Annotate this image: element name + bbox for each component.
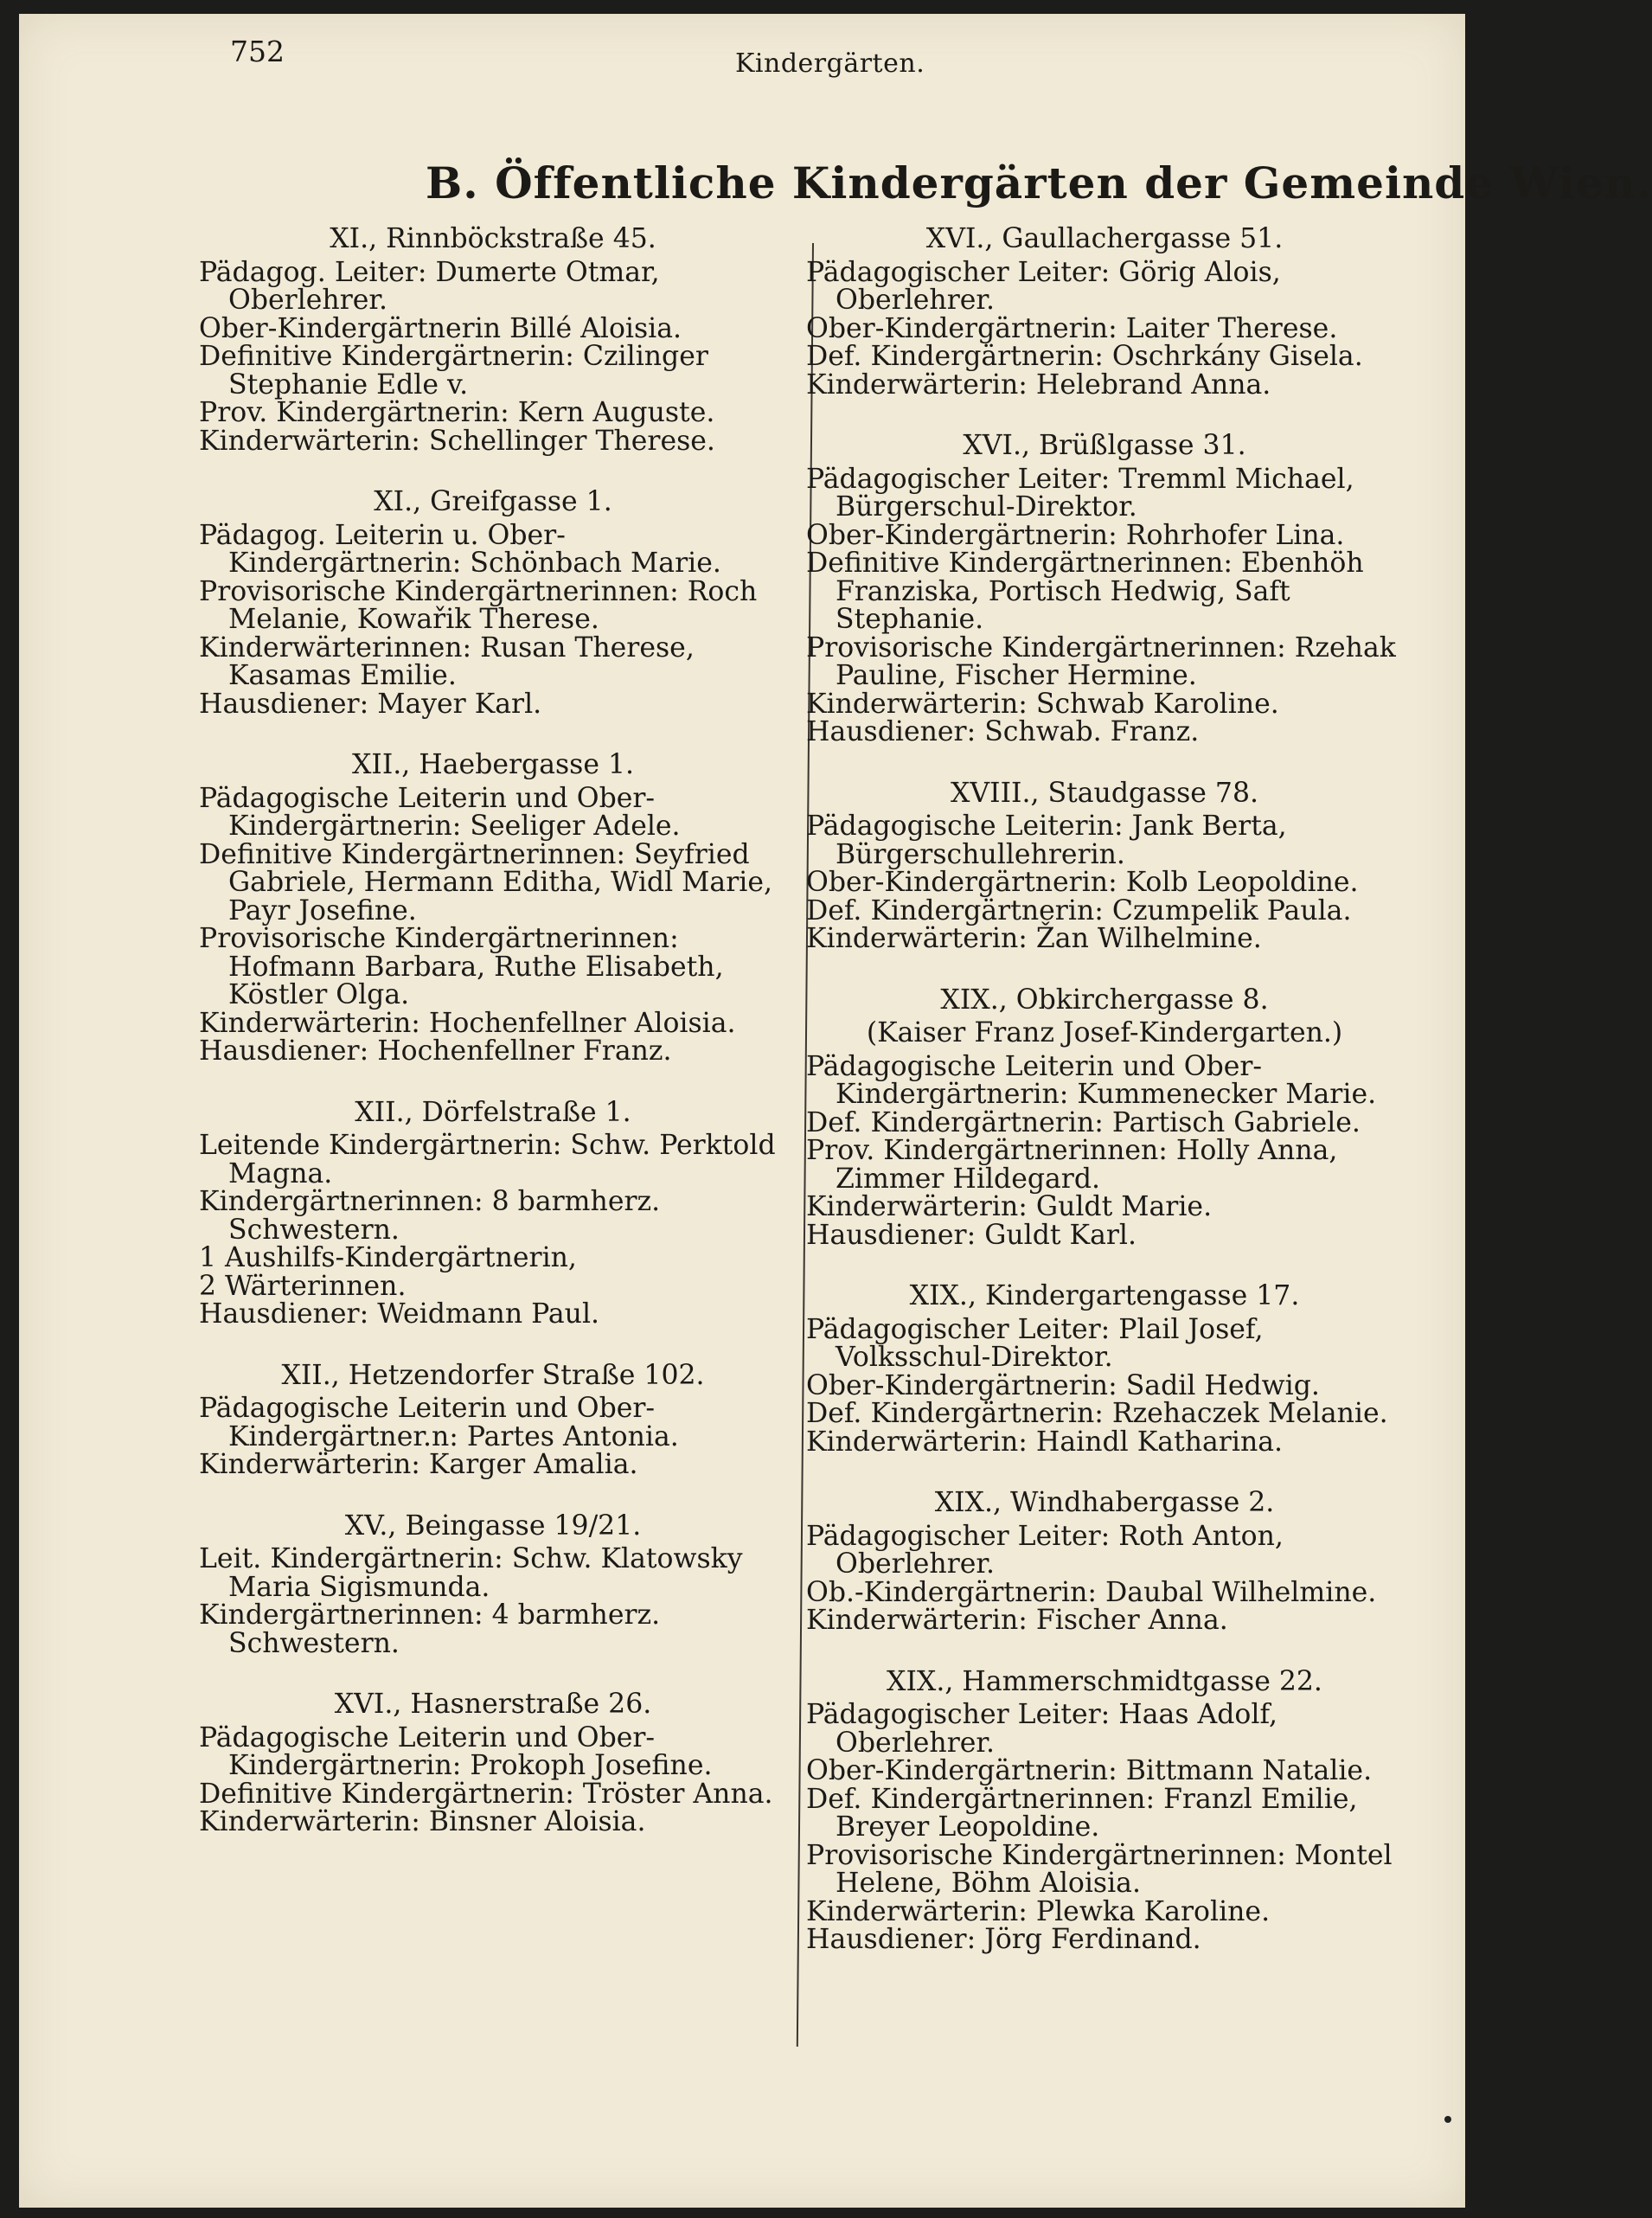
staff-line: Provisorische Kindergärtnerinnen: Roch Melanie, Kowařik Therese. xyxy=(199,575,758,635)
staff-line: Def. Kindergärtnerin: Rzehaczek Melanie. xyxy=(806,1398,1388,1429)
page-number: 752 xyxy=(230,35,285,68)
staff-line: Kinderwärterin: Karger Amalia. xyxy=(199,1449,638,1480)
directory-entry xyxy=(806,432,1403,747)
staff-line: Hausdiener: Schwab. Franz. xyxy=(806,716,1200,747)
staff-line: Hausdiener: Guldt Karl. xyxy=(806,1219,1137,1251)
staff-line: Leit. Kindergärtnerin: Schw. Klatowsky Maria Sigismunda. xyxy=(199,1543,743,1603)
directory-entry xyxy=(806,225,1403,399)
directory-entry xyxy=(806,986,1403,1250)
staff-line: 2 Wärterinnen. xyxy=(199,1270,407,1302)
directory-entry xyxy=(199,225,787,455)
entry-address: XV., Beingasse 19/21. xyxy=(344,1510,642,1542)
entry-address: XIX., Windhabergasse 2. xyxy=(934,1487,1275,1518)
staff-line: Pädagogischer Leiter: Roth Anton, Oberlehrer. xyxy=(806,1520,1284,1580)
directory-entry xyxy=(199,1512,787,1658)
staff-line: 1 Aushilfs-Kindergärtnerin, xyxy=(199,1242,577,1273)
staff-line: Hausdiener: Hochenfellner Franz. xyxy=(199,1035,672,1067)
staff-line: Kinderwärterin: Žan Wilhelmine. xyxy=(806,923,1262,954)
staff-line: Kinderwärterin: Hochenfellner Aloisia. xyxy=(199,1007,736,1039)
staff-line: Def. Kindergärtnerin: Oschrkány Gisela. xyxy=(806,341,1363,372)
staff-line: Hausdiener: Jörg Ferdinand. xyxy=(806,1924,1201,1955)
staff-line: Pädagogische Leiterin und Ober-Kindergärtnerin: Prokoph Josefine. xyxy=(199,1721,713,1781)
staff-line: Pädagogische Leiterin und Ober-Kindergärtnerin: Kummenecker Marie. xyxy=(806,1050,1377,1110)
staff-line: Kinderwärterin: Helebrand Anna. xyxy=(806,369,1271,401)
entry-address: XII., Dörfelstraße 1. xyxy=(355,1096,631,1128)
staff-line: Ober-Kindergärtnerin: Bittmann Natalie. xyxy=(806,1755,1373,1786)
staff-line: Kinderwärterin: Haindl Katharina. xyxy=(806,1426,1284,1458)
entry-address: XII., Hetzendorfer Straße 102. xyxy=(281,1359,705,1391)
staff-line: Provisorische Kindergärtnerinnen: Hofmann Barbara, Ruthe Elisabeth, Köstler Olga. xyxy=(199,923,724,1010)
staff-line: Prov. Kindergärtnerin: Kern Auguste. xyxy=(199,397,715,428)
entry-address: XVI., Hasnerstraße 26. xyxy=(334,1689,652,1720)
staff-line: Kinderwärterinnen: Rusan Therese, Kasamas Emilie. xyxy=(199,631,695,691)
staff-line: Pädagogische Leiterin: Jank Berta, Bürgerschullehrerin. xyxy=(806,811,1287,870)
staff-line: Provisorische Kindergärtnerinnen: Rzehak Pauline, Fischer Hermine. xyxy=(806,631,1396,691)
directory-entry xyxy=(199,1359,787,1480)
entry-address: XVI., Gaullachergasse 51. xyxy=(925,223,1284,254)
staff-line: Kinderwärterin: Plewka Karoline. xyxy=(806,1895,1271,1927)
staff-line: Pädagog. Leiter: Dumerte Otmar, Oberlehrer. xyxy=(199,256,660,316)
staff-line: Ober-Kindergärtnerin Billé Aloisia. xyxy=(199,312,682,344)
directory-entry xyxy=(806,1489,1403,1635)
running-head: Kindergärten. xyxy=(735,48,925,79)
book-page xyxy=(19,14,1652,2208)
staff-line: Leitende Kindergärtnerin: Schw. Perktold Magna. xyxy=(199,1130,776,1189)
entry-address: XI., Greifgasse 1. xyxy=(374,486,612,517)
staff-line: Def. Kindergärtnerin: Partisch Gabriele. xyxy=(806,1106,1361,1138)
staff-line: Pädagogischer Leiter: Tremml Michael, Bürgerschul-Direktor. xyxy=(806,463,1354,522)
directory-entry xyxy=(199,751,787,1066)
section-title: B. Öffentliche Kindergärten der Gemeinde Wien. xyxy=(426,157,1652,208)
staff-line: Kinderwärterin: Fischer Anna. xyxy=(806,1605,1228,1636)
staff-line: Def. Kindergärtnerinnen: Franzl Emilie, Breyer Leopoldine. xyxy=(806,1783,1358,1843)
entry-subtitle: (Kaiser Franz Josef-Kindergarten.) xyxy=(866,1017,1343,1048)
staff-line: Ober-Kindergärtnerin: Kolb Leopoldine. xyxy=(806,867,1359,898)
directory-entry xyxy=(199,1096,787,1330)
entry-address: XVI., Brüßlgasse 31. xyxy=(963,430,1246,461)
staff-line: Hausdiener: Mayer Karl. xyxy=(199,688,542,720)
staff-line: Definitive Kindergärtnerinnen: Seyfried Gabriele, Hermann Editha, Widl Marie, Payr Josefine. xyxy=(199,838,772,926)
entry-address: XII., Haebergasse 1. xyxy=(351,749,635,780)
staff-line: Pädagog. Leiterin u. Ober-Kindergärtnerin: Schönbach Marie. xyxy=(199,519,721,579)
right-column xyxy=(806,225,1403,1987)
staff-line: Prov. Kindergärtnerinnen: Holly Anna, Zimmer Hildegard. xyxy=(806,1135,1338,1195)
staff-line: Kindergärtnerinnen: 8 barmherz. Schwestern. xyxy=(199,1186,661,1246)
staff-line: Ober-Kindergärtnerin: Rohrhofer Lina. xyxy=(806,519,1345,551)
directory-entry xyxy=(806,1282,1403,1456)
staff-line: Pädagogischer Leiter: Haas Adolf, Oberlehrer. xyxy=(806,1699,1278,1759)
staff-line: Definitive Kindergärtnerin: Czilinger Stephanie Edle v. xyxy=(199,341,708,401)
staff-line: Pädagogische Leiterin und Ober-Kindergärtnerin: Seeliger Adele. xyxy=(199,782,681,842)
directory-entry xyxy=(199,488,787,718)
staff-line: Kinderwärterin: Schwab Karoline. xyxy=(806,688,1279,720)
staff-line: Definitive Kindergärtnerinnen: Ebenhöh Franziska, Portisch Hedwig, Saft Stephanie. xyxy=(806,548,1364,635)
staff-line: Def. Kindergärtnerin: Czumpelik Paula. xyxy=(806,894,1352,926)
directory-entry xyxy=(806,1665,1403,1955)
ink-dot xyxy=(1444,2116,1451,2123)
staff-line: Ober-Kindergärtnerin: Sadil Hedwig. xyxy=(806,1369,1320,1401)
entry-address: XIX., Obkirchergasse 8. xyxy=(940,984,1269,1016)
staff-line: Ob.-Kindergärtnerin: Daubal Wilhelmine. xyxy=(806,1576,1377,1608)
staff-line: Pädagogischer Leiter: Plail Josef, Volksschul-Direktor. xyxy=(806,1313,1264,1373)
staff-line: Pädagogische Leiterin und Ober-Kindergärtner.n: Partes Antonia. xyxy=(199,1393,679,1452)
staff-line: Definitive Kindergärtnerin: Tröster Anna. xyxy=(199,1778,773,1810)
staff-line: Pädagogischer Leiter: Görig Alois, Oberlehrer. xyxy=(806,256,1281,316)
staff-line: Kinderwärterin: Binsner Aloisia. xyxy=(199,1806,646,1837)
directory-entry xyxy=(199,1690,787,1837)
entry-address: XIX., Kindergartengasse 17. xyxy=(909,1280,1300,1311)
staff-line: Kindergärtnerinnen: 4 barmherz. Schwestern. xyxy=(199,1599,661,1659)
staff-line: Hausdiener: Weidmann Paul. xyxy=(199,1298,600,1330)
staff-line: Kinderwärterin: Schellinger Therese. xyxy=(199,425,715,457)
entry-address: XVIII., Staudgasse 78. xyxy=(950,777,1259,809)
staff-line: Provisorische Kindergärtnerinnen: Montel Helene, Böhm Aloisia. xyxy=(806,1839,1393,1899)
entry-address: XI., Rinnböckstraße 45. xyxy=(330,223,656,254)
directory-entry xyxy=(806,779,1403,953)
staff-line: Ober-Kindergärtnerin: Laiter Therese. xyxy=(806,312,1338,344)
left-column xyxy=(199,225,787,1869)
staff-line: Kinderwärterin: Guldt Marie. xyxy=(806,1191,1213,1222)
entry-address: XIX., Hammerschmidtgasse 22. xyxy=(887,1665,1322,1697)
